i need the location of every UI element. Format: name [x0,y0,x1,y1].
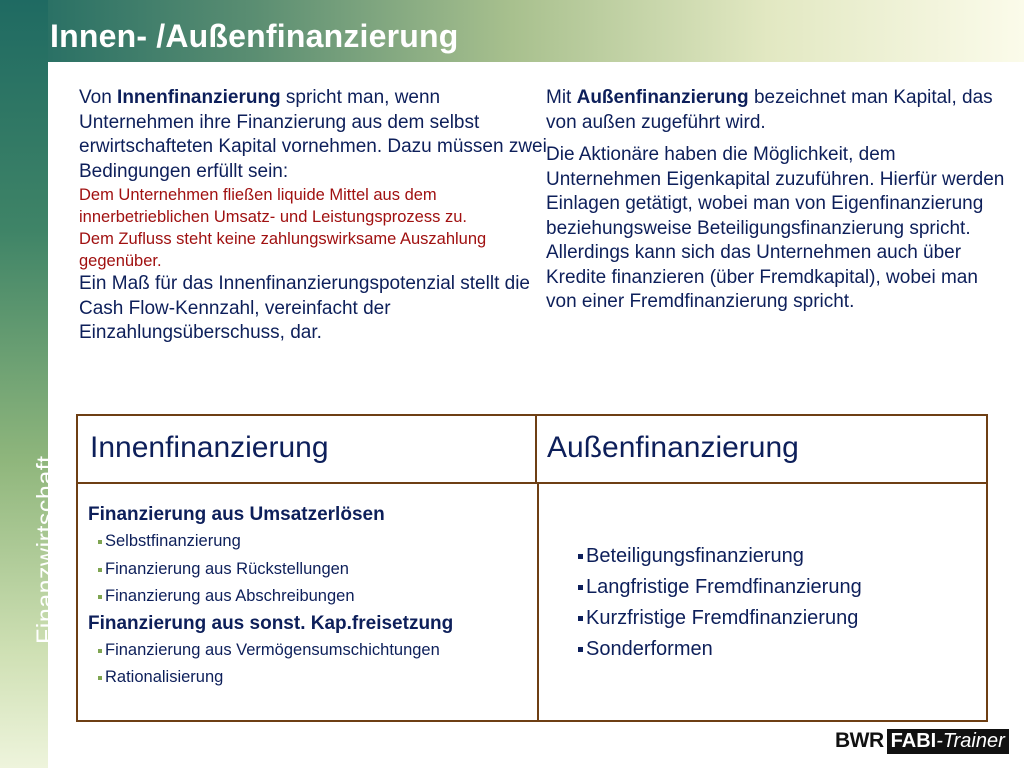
finanzierung-table [76,414,988,722]
list-item: Finanzierung aus Rückstellungen [88,556,528,584]
bullet-icon [578,616,583,621]
list-item: Rationalisierung [88,664,528,692]
list-item: Beteiligungsfinanzierung [578,541,978,572]
condition-1: Dem Unternehmen fließen liquide Mittel aus dem innerbetrieblichen Umsatz- und Leistungsprozess zu. [79,186,467,226]
list-item: Finanzierung aus Abschreibungen [88,583,528,611]
table-row-divider [78,482,986,484]
right-text-column [546,86,1006,323]
bullet-icon [578,585,583,590]
innenfinanzierung-definition: Von Innenfinanzierung spricht man, wenn Unternehmen ihre Finanzierung aus dem selbst erwirtschafteten Kapital vornehmen. Dazu müssen zwei Bedingungen erfüllt sein: [79,87,547,182]
aussenfinanzierung-cell [578,541,978,665]
list-item: Selbstfinanzierung [88,528,528,556]
left-text-column [79,86,549,346]
bullet-icon [98,676,102,680]
list-item: Langfristige Fremdfinanzierung [578,572,978,603]
cash-flow-paragraph: Ein Maß für das Innenfinanzierungspotenzial stellt die Cash Flow-Kennzahl, vereinfacht der Einzahlungsüberschuss, dar. [79,273,530,343]
table-column-divider [537,482,539,720]
slide-title: Innen- /Außenfinanzierung [50,18,459,54]
innenfinanzierung-cell [88,502,528,692]
group-title: Finanzierung aus sonst. Kap.freisetzung [88,612,454,634]
list-item: Finanzierung aus Vermögensumschichtungen [88,637,528,665]
side-gradient-band [0,0,48,768]
bullet-icon [578,554,583,559]
bullet-icon [98,595,102,599]
table-header-aussenfinanzierung: Außenfinanzierung [547,431,799,464]
bullet-icon [98,649,102,653]
side-label: Finanzwirtschaft [32,455,60,644]
logo-fabi-box: FABI -Trainer [887,729,1009,754]
bullet-icon [98,568,102,572]
table-header-innenfinanzierung: Innenfinanzierung [78,416,537,482]
bwr-fabi-trainer-logo [835,728,1009,754]
eigen-fremd-paragraph: Die Aktionäre haben die Möglichkeit, dem Unternehmen Eigenkapital zuzuführen. Hierfür werden Einlagen getätigt, wobei man von Eigenfinanzierung beziehungsweise Beteiligungsfinanzierung spricht. Allerdings kann sich das Unternehmen auch über Kredite finanzieren (über Fremdkapital), wobei man von einer Fremdfinanzierung spricht. [546,144,1005,312]
list-item: Kurzfristige Fremdfinanzierung [578,603,978,634]
condition-2: Dem Zufluss steht keine zahlungswirksame Auszahlung gegenüber. [79,230,487,270]
group-title: Finanzierung aus Umsatzerlösen [88,504,385,525]
term-aussenfinanzierung: Außenfinanzierung [576,87,749,108]
list-item: Sonderformen [578,634,978,665]
term-innenfinanzierung: Innenfinanzierung [117,87,281,108]
bullet-icon [98,540,102,544]
aussenfinanzierung-definition: Mit Außenfinanzierung bezeichnet man Kapital, das von außen zugeführt wird. [546,87,993,133]
bullet-icon [578,647,583,652]
logo-bwr-text: BWR [835,729,884,752]
